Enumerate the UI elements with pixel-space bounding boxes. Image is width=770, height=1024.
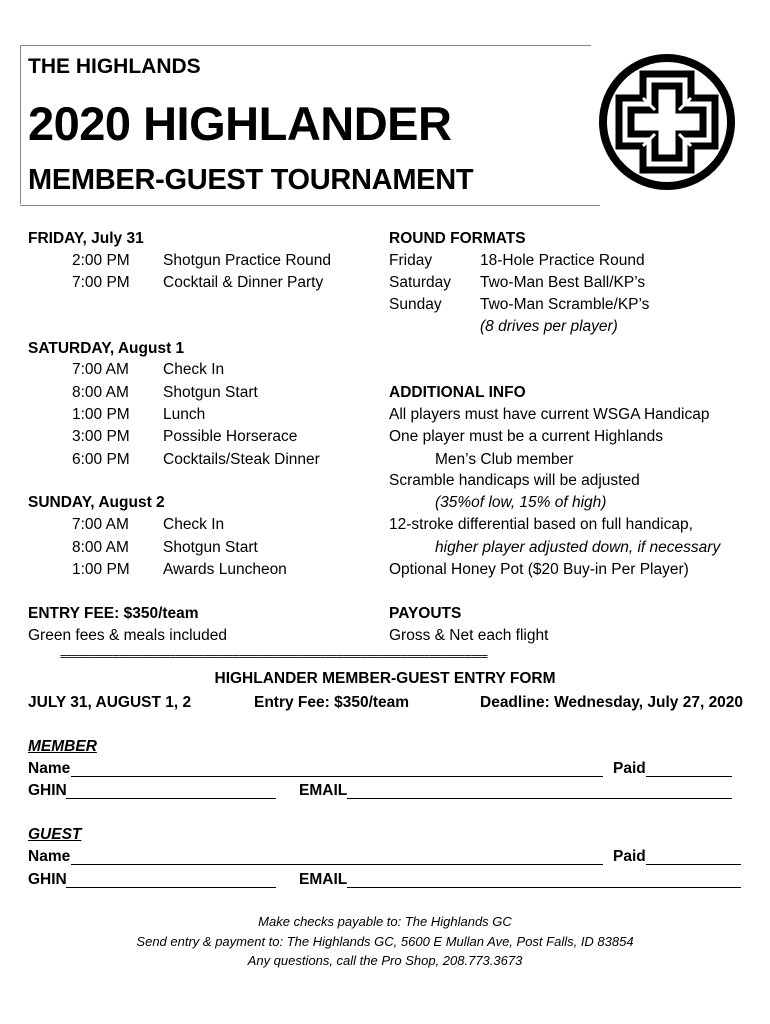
schedule-time: 8:00 AM	[72, 539, 129, 556]
payouts-heading: PAYOUTS	[389, 605, 462, 622]
guest-email-field[interactable]	[347, 887, 741, 888]
guest-paid-label: Paid	[613, 848, 646, 865]
payouts-note: Gross & Net each flight	[389, 627, 549, 644]
schedule-event: Shotgun Start	[163, 384, 258, 401]
info-line: One player must be a current Highlands	[389, 428, 663, 445]
schedule-event: Check In	[163, 361, 225, 378]
schedule-time: 2:00 PM	[72, 252, 130, 269]
guest-label: GUEST	[28, 826, 82, 843]
schedule-event: Shotgun Start	[163, 539, 258, 556]
member-ghin-label: GHIN	[28, 782, 67, 799]
schedule-time: 1:00 PM	[72, 406, 130, 423]
guest-ghin-label: GHIN	[28, 871, 67, 888]
friday-heading: FRIDAY, July 31	[28, 230, 144, 247]
saturday-heading: SATURDAY, August 1	[28, 340, 185, 357]
info-line: Men’s Club member	[435, 451, 574, 468]
formats-heading: ROUND FORMATS	[389, 230, 526, 247]
format-day: Saturday	[389, 274, 452, 291]
member-ghin-field[interactable]	[66, 798, 276, 799]
schedule-time: 7:00 AM	[72, 516, 129, 533]
info-line: All players must have current WSGA Handicap	[389, 406, 710, 423]
schedule-event: Awards Luncheon	[163, 561, 287, 578]
member-label: MEMBER	[28, 738, 97, 755]
member-paid-label: Paid	[613, 760, 646, 777]
schedule-time: 3:00 PM	[72, 428, 130, 445]
info-line: Scramble handicaps will be adjusted	[389, 472, 640, 489]
format-name: Two-Man Best Ball/KP’s	[480, 274, 646, 291]
format-day: Sunday	[389, 296, 442, 313]
schedule-event: Check In	[163, 516, 225, 533]
schedule-event: Cocktails/Steak Dinner	[163, 451, 320, 468]
footer-phone: Any questions, call the Pro Shop, 208.773.3673	[247, 953, 523, 968]
member-name-label: Name	[28, 760, 71, 777]
celtic-shield-knot-icon	[597, 52, 737, 192]
sunday-heading: SUNDAY, August 2	[28, 494, 165, 511]
form-deadline: Deadline: Wednesday, July 27, 2020	[480, 694, 744, 711]
member-email-label: EMAIL	[299, 782, 348, 799]
info-line: 12-stroke differential based on full handicap,	[389, 516, 693, 533]
member-email-field[interactable]	[347, 798, 732, 799]
format-day: Friday	[389, 252, 433, 269]
schedule-time: 7:00 PM	[72, 274, 130, 291]
format-name: Two-Man Scramble/KP’s	[480, 296, 650, 313]
member-paid-field[interactable]	[646, 776, 732, 777]
guest-paid-field[interactable]	[646, 864, 741, 865]
info-line: (35%of low, 15% of high)	[435, 494, 607, 511]
schedule-time: 1:00 PM	[72, 561, 130, 578]
format-note: (8 drives per player)	[480, 318, 618, 335]
member-name-field[interactable]	[71, 776, 603, 777]
footer-address: Send entry & payment to: The Highlands GC, 5600 E Mullan Ave, Post Falls, ID 83854	[136, 934, 634, 949]
guest-ghin-field[interactable]	[66, 887, 276, 888]
form-dates: JULY 31, AUGUST 1, 2	[28, 694, 192, 711]
separator-line: ==========================================================================	[60, 650, 488, 663]
schedule-event: Cocktail & Dinner Party	[163, 274, 324, 291]
info-line: Optional Honey Pot ($20 Buy-in Per Player)	[389, 561, 689, 578]
footer-checks: Make checks payable to: The Highlands GC	[258, 914, 512, 929]
additional-heading: ADDITIONAL INFO	[389, 384, 526, 401]
guest-name-field[interactable]	[71, 864, 603, 865]
entry-fee-note: Green fees & meals included	[28, 627, 228, 644]
guest-name-label: Name	[28, 848, 71, 865]
club-name: THE HIGHLANDS	[28, 55, 201, 78]
schedule-time: 6:00 PM	[72, 451, 130, 468]
schedule-event: Shotgun Practice Round	[163, 252, 332, 269]
entry-fee-heading: ENTRY FEE: $350/team	[28, 605, 199, 622]
guest-email-label: EMAIL	[299, 871, 348, 888]
schedule-time: 7:00 AM	[72, 361, 129, 378]
page-subtitle: MEMBER-GUEST TOURNAMENT	[28, 164, 474, 196]
schedule-time: 8:00 AM	[72, 384, 129, 401]
format-name: 18-Hole Practice Round	[480, 252, 645, 269]
form-title: HIGHLANDER MEMBER-GUEST ENTRY FORM	[214, 670, 556, 687]
schedule-event: Lunch	[163, 406, 206, 423]
info-line: higher player adjusted down, if necessary	[435, 539, 721, 556]
page-title: 2020 HIGHLANDER	[28, 97, 452, 150]
schedule-event: Possible Horserace	[163, 428, 298, 445]
form-fee: Entry Fee: $350/team	[254, 694, 410, 711]
